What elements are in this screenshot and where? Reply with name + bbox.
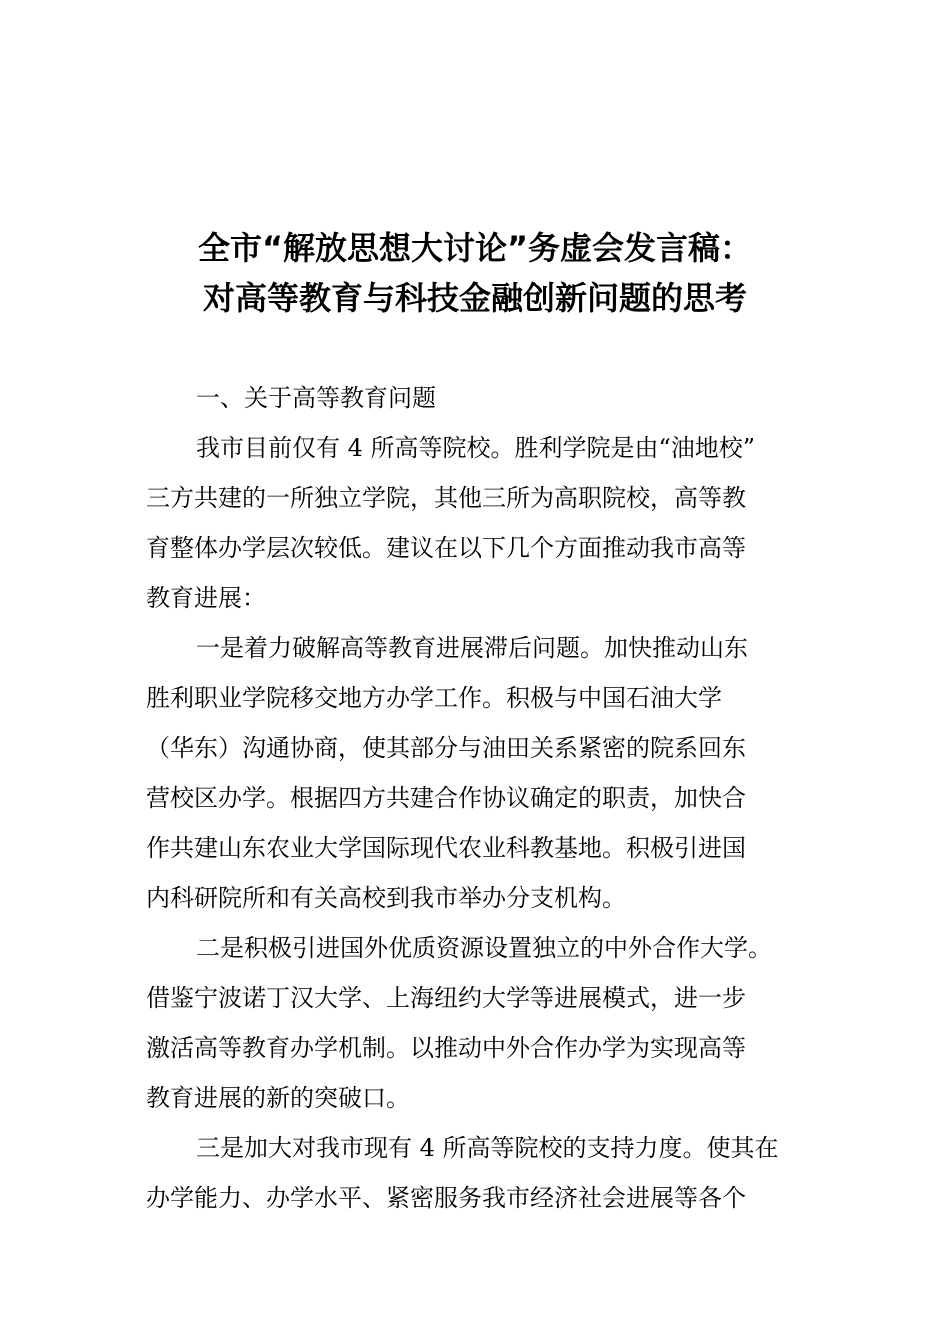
paragraph-line: 教育进展的新的突破口。 xyxy=(146,1084,410,1112)
paragraph-line: 内科研院所和有关高校到我市举办分支机构。 xyxy=(146,884,626,912)
paragraph-line: 育整体办学层次较低。建议在以下几个方面推动我市高等 xyxy=(146,534,746,562)
document-title-line-1: 全市“解放思想大讨论”务虚会发言稿： xyxy=(197,229,753,267)
paragraph-line: 我市目前仅有 4 所高等院校。胜利学院是由“油地校” xyxy=(196,434,756,462)
paragraph-line: 三是加大对我市现有 4 所高等院校的支持力度。使其在 xyxy=(196,1134,779,1162)
paragraph-line: 营校区办学。根据四方共建合作协议确定的职责，加快合 xyxy=(146,784,746,812)
paragraph-line: 胜利职业学院移交地方办学工作。积极与中国石油大学 xyxy=(146,684,722,712)
paragraph-line: 作共建山东农业大学国际现代农业科教基地。积极引进国 xyxy=(146,834,746,862)
document-body xyxy=(146,373,808,1223)
section-heading: 一、关于高等教育问题 xyxy=(196,384,436,412)
paragraph-line: 借鉴宁波诺丁汉大学、上海纽约大学等进展模式，进一步 xyxy=(146,984,746,1012)
paragraph-line: （华东）沟通协商，使其部分与油田关系紧密的院系回东 xyxy=(146,734,746,762)
paragraph-line: 办学能力、办学水平、紧密服务我市经济社会进展等各个 xyxy=(146,1184,746,1212)
paragraph-line: 教育进展： xyxy=(146,584,266,612)
paragraph-line: 三方共建的一所独立学院，其他三所为高职院校，高等教 xyxy=(146,484,746,512)
paragraph-line: 一是着力破解高等教育进展滞后问题。加快推动山东 xyxy=(196,634,748,662)
paragraph-line: 激活高等教育办学机制。以推动中外合作办学为实现高等 xyxy=(146,1034,746,1062)
paragraph-line: 二是积极引进国外优质资源设置独立的中外合作大学。 xyxy=(196,934,772,962)
document-title-line-2: 对高等教育与科技金融创新问题的思考 xyxy=(202,279,747,317)
